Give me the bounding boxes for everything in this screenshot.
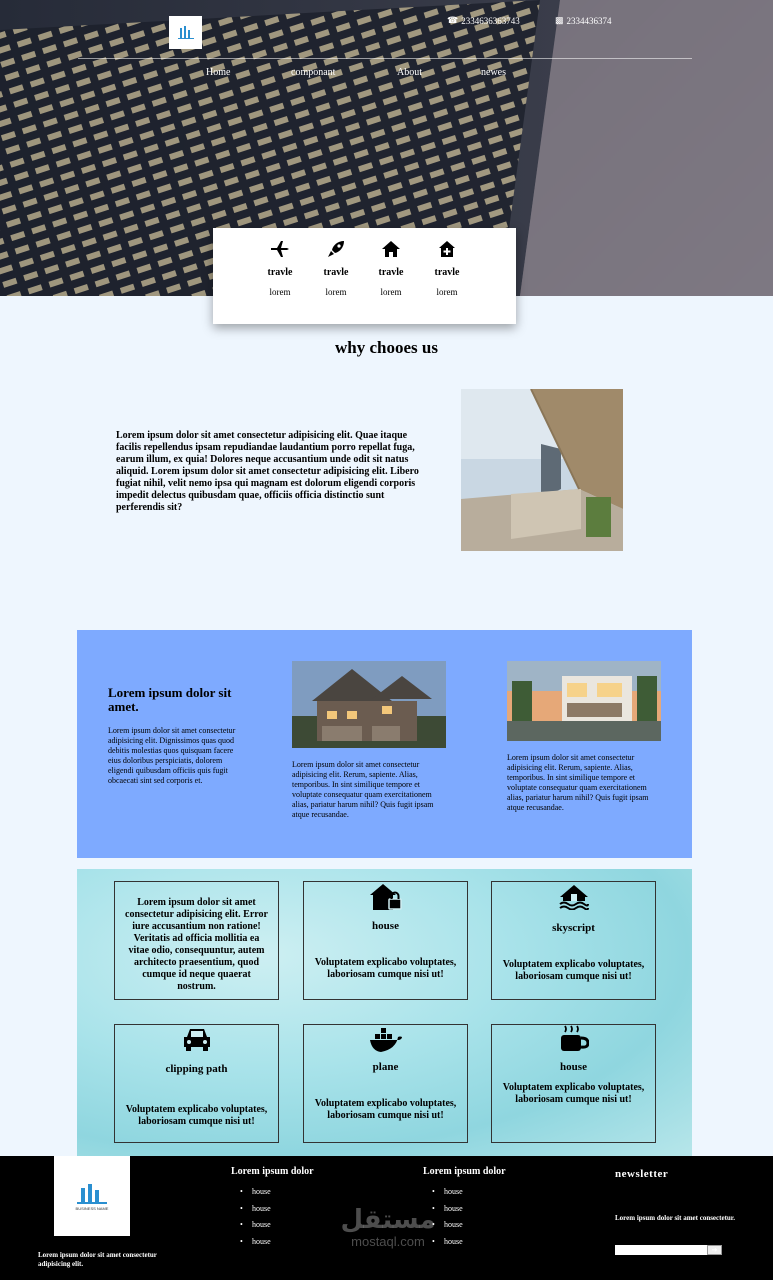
- service-card[interactable]: plane Voluptatem explicabo voluptates, laboriosam cumque nisi ut!: [303, 1024, 468, 1143]
- info-heading: Lorem ipsum dolor sit amet.: [108, 685, 232, 714]
- house-lock-icon: [369, 883, 403, 911]
- footer-link[interactable]: • house: [430, 1237, 463, 1254]
- logo[interactable]: [169, 16, 202, 49]
- logo-icon: [75, 1182, 109, 1204]
- footer-link[interactable]: • house: [430, 1220, 463, 1237]
- logo-icon: [177, 26, 195, 40]
- phone-icon: ☎: [447, 15, 459, 25]
- home-icon: [381, 240, 401, 258]
- footer-link[interactable]: • house: [238, 1220, 271, 1237]
- footer-links-2: [430, 1187, 463, 1253]
- footer-link[interactable]: • house: [238, 1187, 271, 1204]
- services-section: [77, 869, 692, 1156]
- nav-home[interactable]: Home: [206, 67, 231, 78]
- footer: [0, 1156, 773, 1280]
- house-caption-1: Lorem ipsum dolor sit amet consectetur adipisicing elit. Rerum, sapiente. Alias, temporibus. In sint similique tempore et voluptate consequatur quam exercitationem alias, pariatur harum nihil? Quis fugit ipsam atque recusandae.: [292, 760, 434, 819]
- service-card[interactable]: house Voluptatem explicabo voluptates, laboriosam cumque nisi ut!: [303, 881, 468, 1000]
- footer-col-title: Lorem ipsum dolor: [231, 1166, 314, 1177]
- house-photo-1: [292, 661, 446, 748]
- newsletter-submit-button[interactable]: ➔: [707, 1245, 722, 1255]
- footer-link[interactable]: • house: [238, 1237, 271, 1254]
- car-icon: [183, 1027, 211, 1051]
- why-paragraph: Lorem ipsum dolor sit amet consectetur adipisicing elit. Quae itaque facilis repellendus ipsam repudiandae laudantium porro repellat fuga, earum illum, ex quia! Dolores neque accusantium unde odit sit natus aliquid. Lorem ipsum dolor sit amet consectetur adipisicing elit. Libero fugiat nihil, velit nemo ipsa qui magnam est dolorum eligendi corporis impedit delectus quibusdam quae, officiis officia distinctio sunt perferendis sit?: [116, 430, 419, 513]
- feature-item[interactable]: travle lorem: [371, 240, 411, 297]
- house-caption-2: Lorem ipsum dolor sit amet consectetur adipisicing elit. Rerum, sapiente. Alias, temporibus. In sint similique tempore et voluptate consequatur quam exercitationem alias, pariatur harum nihil? Quis fugit ipsam atque recusandae.: [507, 753, 649, 812]
- section-title: why chooes us: [335, 338, 438, 357]
- footer-link[interactable]: • house: [430, 1204, 463, 1221]
- docker-icon: [369, 1027, 403, 1055]
- header-divider: [78, 58, 692, 59]
- footer-about: Lorem ipsum dolor sit amet consectetur adipisicing elit.: [38, 1251, 157, 1268]
- house-photo-2: [507, 661, 661, 741]
- feature-item[interactable]: travle lorem: [260, 240, 300, 297]
- house-medical-icon: [438, 240, 456, 258]
- phone-number-1: ☎ 2334636363743: [447, 15, 520, 26]
- info-section: [77, 630, 692, 858]
- feature-item[interactable]: travle lorem: [427, 240, 467, 297]
- newsletter-title: newsletter: [615, 1168, 669, 1180]
- service-card[interactable]: skyscript Voluptatem explicabo voluptates, laboriosam cumque nisi ut!: [491, 881, 656, 1000]
- plane-icon: [270, 240, 290, 258]
- footer-link[interactable]: • house: [238, 1204, 271, 1221]
- newsletter-email-input[interactable]: [615, 1245, 707, 1255]
- watermark: مستقل mostaql.com: [340, 1205, 436, 1249]
- newsletter-text: Lorem ipsum dolor sit amet consectetur.: [615, 1214, 736, 1222]
- footer-links-1: [238, 1187, 271, 1253]
- nav-componant[interactable]: componant: [291, 67, 336, 78]
- feature-card: [213, 228, 516, 324]
- footer-col-title: Lorem ipsum dolor: [423, 1166, 506, 1177]
- house-flood-icon: [558, 884, 590, 910]
- feature-item[interactable]: travle lorem: [316, 240, 356, 297]
- footer-logo[interactable]: BUSINESS NAME: [54, 1156, 130, 1236]
- fax-icon: ▩: [555, 15, 564, 25]
- info-paragraph: Lorem ipsum dolor sit amet consectetur adipisicing elit. Dignissimos quas quod debitis molestias quos quisquam facere eius doloribus perspiciatis, dolorem eligendi quibusdam officiis quis fugit obcaecati sint sed corporis et.: [108, 726, 236, 785]
- nav-about[interactable]: About: [397, 67, 422, 78]
- nav-newes[interactable]: newes: [481, 67, 506, 78]
- mug-hot-icon: [559, 1025, 589, 1053]
- service-card[interactable]: clipping path Voluptatem explicabo voluptates, laboriosam cumque nisi ut!: [114, 1024, 279, 1143]
- rocket-icon: [327, 240, 345, 258]
- intro-card: Lorem ipsum dolor sit amet consectetur adipisicing elit. Error iure accusantium non ratione! Veritatis ad officia mollitia ea vitae odio, consequuntur, autem architecto praesentium, quod cumque id neque quaerat nostrum.: [114, 881, 279, 1000]
- footer-link[interactable]: • house: [430, 1187, 463, 1204]
- architecture-photo: [461, 389, 623, 551]
- service-card[interactable]: house Voluptatem explicabo voluptates, laboriosam cumque nisi ut!: [491, 1024, 656, 1143]
- phone-number-2: ▩ 2334436374: [555, 15, 612, 26]
